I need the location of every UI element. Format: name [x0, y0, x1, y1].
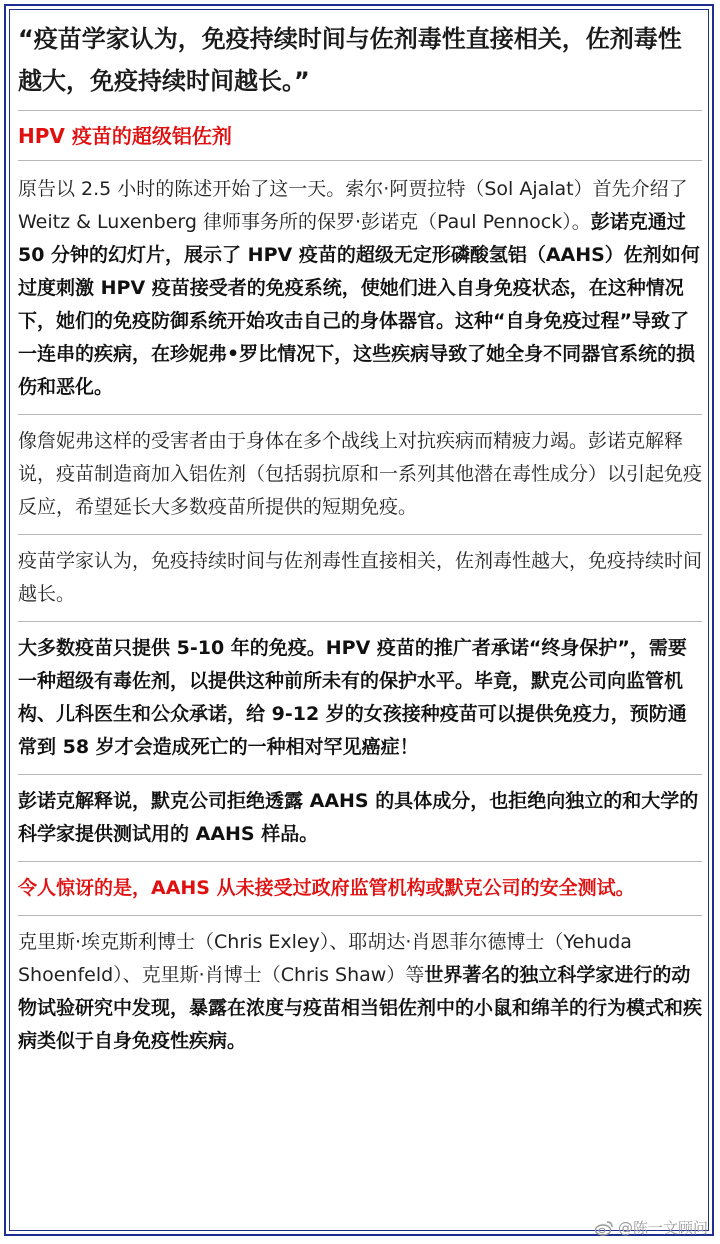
pull-quote: “疫苗学家认为，免疫持续时间与佐剂毒性直接相关，佐剂毒性越大，免疫持续时间越长。”: [18, 25, 682, 95]
paragraph-5: 彭诺克解释说，默克公司拒绝透露 AAHS 的具体成分，也拒绝向独立的和大学的科学家提供测试用的 AAHS 样品。: [18, 790, 699, 845]
divider: [18, 621, 702, 622]
paragraph-7-bold: 世界著名的独立科学家进行的动物试验研究中发现，暴露在浓度与疫苗相当铝佐剂中的小鼠和绵羊的行为模式和疾病类似于自身免疫性疾病。: [18, 964, 703, 1052]
weibo-logo-icon: [594, 1220, 614, 1236]
divider: [18, 160, 702, 161]
section-title: HPV 疫苗的超级铝佐剂: [18, 124, 232, 148]
paragraph-1-normal: 原告以 2.5 小时的陈述开始了这一天。索尔·阿贾拉特（Sol Ajalat）首先介绍了 Weitz & Luxenberg 律师事务所的保罗·彭诺克（Paul Pennock）。: [18, 178, 688, 233]
paragraph-4: 大多数疫苗只提供 5-10 年的免疫。HPV 疫苗的推广者承诺“终身保护”，需要一种超级有毒佐剂，以提供这种前所未有的保护水平。毕竟，默克公司向监管机构、儿科医生和公众承诺，给 9-12 岁的女孩接种疫苗可以提供免疫力，预防通常到 58 岁才会造成死亡的一种相对罕见癌症！: [18, 637, 687, 758]
divider: [18, 414, 702, 415]
divider: [18, 915, 702, 916]
paragraph-2: 像詹妮弗这样的受害者由于身体在多个战线上对抗疾病而精疲力竭。彭诺克解释说，疫苗制造商加入铝佐剂（包括弱抗原和一系列其他潜在毒性成分）以引起免疫反应，希望延长大多数疫苗所提供的短期免疫。: [18, 430, 703, 518]
paragraph-7: [18, 926, 702, 1058]
divider: [18, 534, 702, 535]
paragraph-6-highlight: 令人惊讶的是，AAHS 从未接受过政府监管机构或默克公司的安全测试。: [18, 877, 635, 899]
divider: [18, 774, 702, 775]
weibo-watermark: [594, 1217, 708, 1238]
divider: [18, 861, 702, 862]
divider: [18, 110, 702, 111]
watermark-text: @陈一文顾问: [617, 1219, 708, 1237]
paragraph-1-bold: 彭诺克通过 50 分钟的幻灯片，展示了 HPV 疫苗的超级无定形磷酸氢铝（AAHS）佐剂如何过度刺激 HPV 疫苗接受者的免疫系统，使她们进入自身免疫状态，在这种情况下，她们的免疫防御系统开始攻击自己的身体器官。这种“自身免疫过程”导致了一连串的疾病，在珍妮弗•罗比情况下，这些疾病导致了她全身不同器官系统的损伤和恶化。: [18, 211, 700, 398]
paragraph-7-normal: 克里斯·埃克斯利博士（Chris Exley）、耶胡达·肖恩菲尔德博士（Yehuda Shoenfeld）、克里斯·肖博士（Chris Shaw）等: [18, 931, 632, 986]
article-content: [18, 18, 702, 1068]
paragraph-1: [18, 173, 702, 404]
paragraph-3: 疫苗学家认为，免疫持续时间与佐剂毒性直接相关，佐剂毒性越大，免疫持续时间越长。: [18, 550, 703, 605]
